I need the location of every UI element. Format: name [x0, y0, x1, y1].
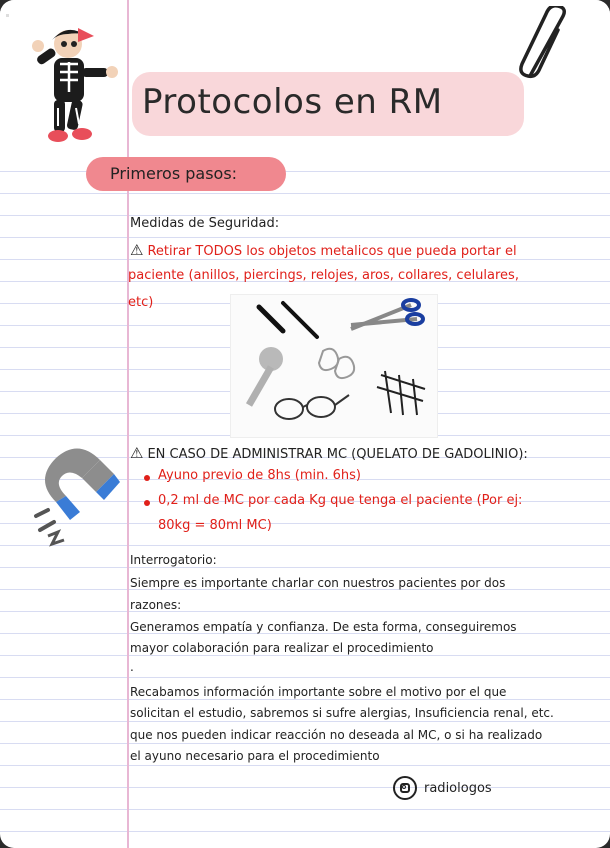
interrogation-line: Siempre es importante charlar con nuestros pacientes por dos — [130, 576, 506, 590]
interrogation-line: el ayuno necesario para el procedimiento — [130, 749, 380, 763]
warning-text: Retirar TODOS los objetos metalicos que pueda portar el — [147, 244, 517, 259]
contrast-bullet-2-continuation: 80kg = 80ml MC) — [158, 518, 272, 533]
contrast-bullet-2: 0,2 ml de MC por cada Kg que tenga el paciente (Por ej: — [158, 493, 523, 508]
instagram-icon-lens — [402, 785, 406, 789]
interrogation-line: que nos pueden indicar reacción no deseada al MC, o si ha realizado — [130, 728, 543, 742]
interrogation-line: mayor colaboración para realizar el procedimiento — [130, 641, 434, 655]
contrast-heading: EN CASO DE ADMINISTRAR MC (QUELATO DE GADOLINIO): — [147, 447, 528, 462]
security-heading: Medidas de Seguridad: — [130, 216, 280, 231]
page-title: Protocolos en RM — [142, 82, 443, 122]
margin-line — [127, 0, 129, 848]
metallic-objects-photo — [230, 294, 438, 438]
interrogation-line: solicitan el estudio, sabremos si sufre alergias, Insuficiencia renal, etc. — [130, 706, 554, 720]
warning-icon: ⚠ — [130, 241, 144, 259]
instagram-handle: radiologos — [424, 781, 492, 796]
interrogation-line: razones: — [130, 598, 182, 612]
warning-icon: ⚠ — [130, 444, 144, 462]
instagram-icon — [393, 776, 417, 800]
magnet-icon — [26, 440, 122, 558]
security-warning-line-1 — [130, 241, 517, 259]
interrogation-heading: Interrogatorio: — [130, 553, 217, 567]
paperclip-icon — [516, 6, 576, 88]
security-warning-line-3: etc) — [128, 295, 154, 310]
interrogation-line: Generamos empatía y confianza. De esta forma, conseguiremos — [130, 620, 517, 634]
bullet-dot — [144, 500, 150, 506]
contrast-bullet-1: Ayuno previo de 8hs (min. 6hs) — [158, 468, 361, 483]
skeleton-costume-illustration — [28, 22, 120, 146]
contrast-heading-row — [130, 444, 528, 462]
bullet-dot — [144, 475, 150, 481]
security-warning-line-2: paciente (anillos, piercings, relojes, aros, collares, celulares, — [128, 268, 519, 283]
interrogation-line: Recabamos información importante sobre el motivo por el que — [130, 685, 507, 699]
section-subtitle: Primeros pasos: — [110, 164, 238, 183]
interrogation-line: . — [130, 660, 134, 674]
